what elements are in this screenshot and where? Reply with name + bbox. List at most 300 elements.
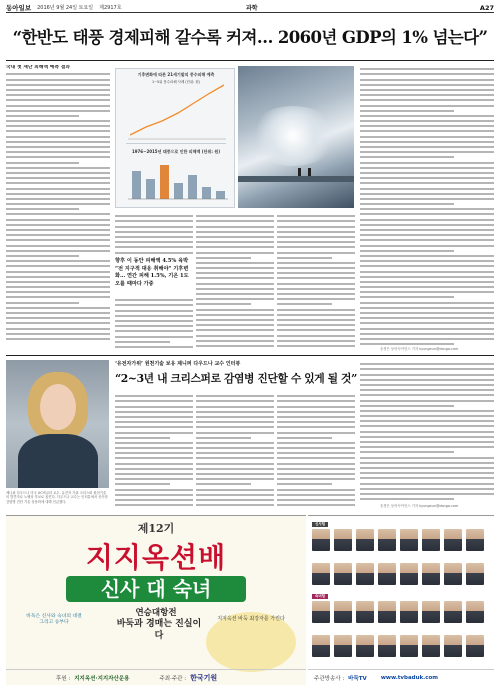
ad-slogan-left: 바둑은 신사와 숙녀의 대결 그리고 승부다 [26,614,82,625]
text-line [115,426,193,428]
text-line [360,167,494,169]
text-line [196,215,274,217]
main-headline: “한반도 태풍 경제피해 갈수록 커져… 2060년 GDP의 1% 넘는다” [12,28,488,47]
text-line [115,473,193,475]
player-photo [378,529,396,551]
text-line [277,303,332,305]
text-line [6,151,110,153]
text-line [277,447,355,449]
text-line [360,245,494,247]
text-line [277,319,355,321]
text-line [6,203,110,205]
text-line [115,299,193,301]
article-body-lines [196,395,274,506]
text-line [196,314,274,316]
text-line [277,463,355,465]
text-line [6,177,110,179]
text-line [196,241,274,243]
text-line [360,379,494,381]
text-line [277,494,355,496]
text-line [6,162,79,164]
text-line [360,420,494,422]
broadcaster-name: 바둑TV [348,675,367,682]
text-line [360,125,494,127]
text-line [196,468,274,470]
text-line [196,395,274,397]
text-line [360,462,494,464]
text-line [360,488,494,490]
text-line [196,288,274,290]
text-line [277,267,355,269]
text-line [360,120,494,122]
ad-title: 지지옥션배 [85,541,227,574]
text-line [196,246,274,248]
text-line [360,250,454,252]
text-line [196,236,274,238]
team-gentlemen-row-1 [312,522,490,552]
text-line [277,298,355,300]
ad-right-footer [308,669,494,685]
text-line [277,416,355,418]
text-line [277,400,355,402]
text-line [115,457,193,459]
text-line [360,312,494,314]
infographic-graphic [116,69,236,209]
text-line [277,257,332,259]
text-line [360,162,494,164]
text-line [277,246,355,248]
text-line [360,317,494,319]
text-line [277,324,355,326]
host-name: 지지옥션·지지자산운용 [74,675,130,682]
text-line [115,463,193,465]
text-line [277,335,355,337]
portrait-face [40,384,76,430]
ad-footer [6,669,306,685]
text-line [115,226,193,228]
interview-column-1 [115,392,193,507]
team-ladies-row-2 [312,628,490,658]
text-line [6,276,110,278]
player-photo [312,601,330,623]
text-line [277,468,355,470]
text-line [115,442,193,444]
text-line [115,346,193,348]
text-line [360,436,494,438]
text-line [6,265,110,267]
text-line [277,293,355,295]
article-body-lines [277,215,355,347]
text-line [115,421,193,423]
text-line [6,136,110,138]
player-photo [334,529,352,551]
text-line [196,298,274,300]
text-line [360,79,494,81]
text-line [115,416,193,418]
text-line [6,322,110,324]
text-line [115,231,193,233]
text-line [360,333,494,335]
text-line [360,389,494,391]
article-column-2-bottom [115,296,193,350]
text-line [196,400,274,402]
text-line [360,229,494,231]
forecast-trend-line [130,85,224,135]
team-ladies-row-1 [312,594,490,624]
text-line [196,252,274,254]
text-line [360,89,494,91]
text-line [277,241,355,243]
text-line [6,156,110,158]
team-label: 숙녀팀 [312,594,328,599]
player-photo [400,563,418,585]
text-line [360,322,494,324]
text-line [360,115,494,117]
text-line [6,115,79,117]
text-line [360,136,494,138]
text-line [115,437,170,439]
text-line [277,452,355,454]
text-line [115,220,193,222]
text-line [360,84,494,86]
article-body-lines [360,68,494,345]
damage-bar [202,187,211,199]
text-line [196,406,274,408]
text-line [360,146,494,148]
text-line [115,494,193,496]
portrait-caption: 제니퍼 다우드나 미국 UC버클리 교수. 유전자 가위 크리스퍼 원천기술의 발견자로 노벨상 후보로 꼽힌다. 다우드나 교수는 인터뷰에서 신속한 감염병 진단 기술 상용화에 대해 언급했다. [6,491,108,504]
text-line [360,198,494,200]
text-line [196,463,274,465]
text-line [6,338,110,340]
text-line [115,489,193,491]
player-photo [466,635,484,657]
text-line [360,281,494,283]
text-line [277,283,355,285]
player-photo [378,601,396,623]
article-column-3 [196,212,274,350]
infographic-subtitle: 1~5위 풍수피해 사례 (단위: 원) [151,80,200,84]
text-line [6,141,110,143]
text-line [360,234,494,236]
article-body-lines [277,395,355,506]
headline-divider [6,60,494,61]
text-line [196,447,274,449]
ad-edition: 제12기 [137,522,175,535]
text-line [277,489,355,491]
text-line [115,447,193,449]
player-photo [466,601,484,623]
text-line [6,250,110,252]
text-line [115,252,193,254]
broadcaster-url[interactable]: www.tvbaduk.com [380,674,439,681]
text-line [360,286,494,288]
text-line [360,302,494,304]
text-line [360,208,494,210]
text-line [360,271,494,273]
text-line [6,286,110,288]
text-line [277,252,355,254]
text-line [196,231,274,233]
text-line [277,499,355,501]
text-line [6,84,110,86]
damage-forecast-infographic [115,68,235,208]
text-line [6,255,79,257]
text-line [115,310,193,312]
text-line [196,416,274,418]
text-line [360,296,454,298]
player-photo [400,529,418,551]
text-line [196,411,274,413]
text-line [360,328,494,330]
article-body-lines [115,395,193,506]
text-line [360,213,494,215]
text-line [196,226,274,228]
text-line [196,272,274,274]
text-line [277,288,355,290]
text-line [196,324,274,326]
player-lineup-ad[interactable] [308,515,494,685]
text-line [115,315,193,317]
text-line [6,99,110,101]
player-photo [334,601,352,623]
team-gentlemen-row-2 [312,556,490,586]
text-line [6,291,110,293]
text-line [6,167,110,169]
baduk-tournament-ad[interactable] [6,515,306,685]
text-line [196,340,274,342]
portrait-body [18,434,98,488]
text-line [360,276,494,278]
text-line [196,319,274,321]
text-line [6,120,110,122]
interview-headline: “2~3년 내 크리스퍼로 감염병 진단할 수 있게 될 것” [115,372,357,385]
text-line [196,257,251,259]
interview-byline: 송경은 동아사이언스 기자 kyungeun@donga.com [380,504,459,508]
text-line [196,457,274,459]
player-photo [312,529,330,551]
text-line [277,226,355,228]
text-line [6,193,110,195]
text-line [360,415,494,417]
text-line [196,489,274,491]
section-label: 과학 [246,5,258,12]
person-silhouette [298,168,301,176]
page-number: A27 [479,3,494,12]
player-photo [378,563,396,585]
text-line [277,236,355,238]
text-line [196,432,274,434]
text-line [277,220,355,222]
text-line [196,283,274,285]
text-line [360,105,494,107]
broadcaster-label: 주관방송사 : [314,675,345,682]
text-line [360,203,454,205]
text-line [6,213,110,215]
text-line [6,245,110,247]
article-column-1 [6,65,110,350]
player-photo [400,601,418,623]
player-photo [422,635,440,657]
text-line [196,483,251,485]
text-line [196,267,274,269]
infographic-bottom-title: 1976~2015년 태풍으로 인한 피해액 (단위: 원) [131,149,221,154]
damage-bar [146,179,155,199]
player-photo [334,635,352,657]
text-line [196,293,274,295]
pull-quote: 향후 이 동안 피해액 4.5% 육박 “전 지구적 대응 취해야” 기후변화… 연간 피해 1.5%, 기온 1도 오를 때마다 가중 [115,258,189,287]
player-photo [444,635,462,657]
text-line [196,309,274,311]
text-line [277,504,355,506]
text-line [360,130,494,132]
interview-kicker: ‘유전자가위’ 원천기술 보유 제니퍼 다우드나 교수 인터뷰 [115,361,241,367]
damage-bar [216,191,225,199]
text-line [360,410,494,412]
text-line [115,341,170,343]
text-line [360,457,494,459]
player-photo [356,563,374,585]
masthead-date: 2016년 9월 24일 토요일 [37,5,94,11]
text-line [6,333,110,335]
team-label: 신사팀 [312,522,328,527]
text-line [360,193,494,195]
text-line [277,215,355,217]
text-line [6,172,110,174]
text-line [115,395,193,397]
article-column-5 [360,65,494,350]
text-line [277,329,355,331]
masthead-issue: 제2917호 [99,5,122,11]
text-line [277,309,355,311]
damage-bar [174,183,183,199]
text-line [115,336,193,338]
text-line [360,368,494,370]
article-column-2-top [115,212,193,256]
text-line [360,338,494,340]
text-line [360,400,494,402]
text-line [277,314,355,316]
text-line [196,494,274,496]
text-line [196,335,274,337]
text-line [360,441,494,443]
text-line [360,94,494,96]
text-line [360,110,454,112]
text-line [115,499,193,501]
text-line [6,219,110,221]
text-line [360,177,494,179]
wave-spray [248,106,338,166]
text-line [6,89,110,91]
masthead [6,3,494,13]
text-line [196,329,274,331]
text-line [6,281,110,283]
text-line [277,432,355,434]
player-photo [312,563,330,585]
text-line [360,477,494,479]
text-line [360,394,494,396]
article-body-lines [115,215,193,253]
text-line [277,277,355,279]
text-line [277,437,332,439]
text-line [115,236,193,238]
interview-column-2 [196,392,274,507]
text-line [6,110,110,112]
text-line [277,345,355,347]
text-line [277,483,332,485]
text-line [360,265,494,267]
text-line [360,446,494,448]
text-line [277,272,355,274]
organizer-label: 주최·주관 : [159,675,187,682]
text-line [360,172,494,174]
text-line [6,94,110,96]
text-line [360,431,494,433]
text-line [360,384,494,386]
article-byline: 송경은 동아사이언스 기자 kyungeun@donga.com [380,347,459,351]
ad-event: 연승대항전 [135,608,177,618]
article-body-lines [360,363,494,500]
player-photo [444,529,462,551]
text-line [360,493,494,495]
newspaper-logo: 동아일보 [6,4,32,12]
text-line [360,374,494,376]
text-line [277,231,355,233]
text-line [115,468,193,470]
text-line [360,156,454,158]
text-line [115,452,193,454]
player-photo [444,563,462,585]
player-photo [466,529,484,551]
text-line [6,239,110,241]
text-line [115,246,193,248]
text-line [277,442,355,444]
text-line [6,328,110,330]
damage-bar [188,175,197,199]
section-divider [6,355,494,356]
text-line [360,99,494,101]
text-line [360,255,494,257]
text-line [277,395,355,397]
text-line [6,105,110,107]
text-line [6,271,110,273]
player-photo [334,563,352,585]
section-divider [126,143,226,144]
text-line [360,188,494,190]
player-photo [356,529,374,551]
text-line [360,68,494,70]
article-body-lines [115,299,193,348]
text-line [6,79,110,81]
text-line [115,325,193,327]
text-line [360,151,494,153]
text-line [360,260,494,262]
text-line [196,345,274,347]
text-line [360,498,454,500]
interview-column-3 [277,392,355,507]
text-line [115,406,193,408]
person-silhouette [308,168,311,176]
article-body-lines [6,73,110,340]
text-line [6,73,110,75]
player-photo [312,635,330,657]
text-line [115,504,193,506]
text-line [115,215,193,217]
text-line [6,146,110,148]
text-line [277,473,355,475]
text-line [115,330,193,332]
interview-portrait [6,360,109,488]
